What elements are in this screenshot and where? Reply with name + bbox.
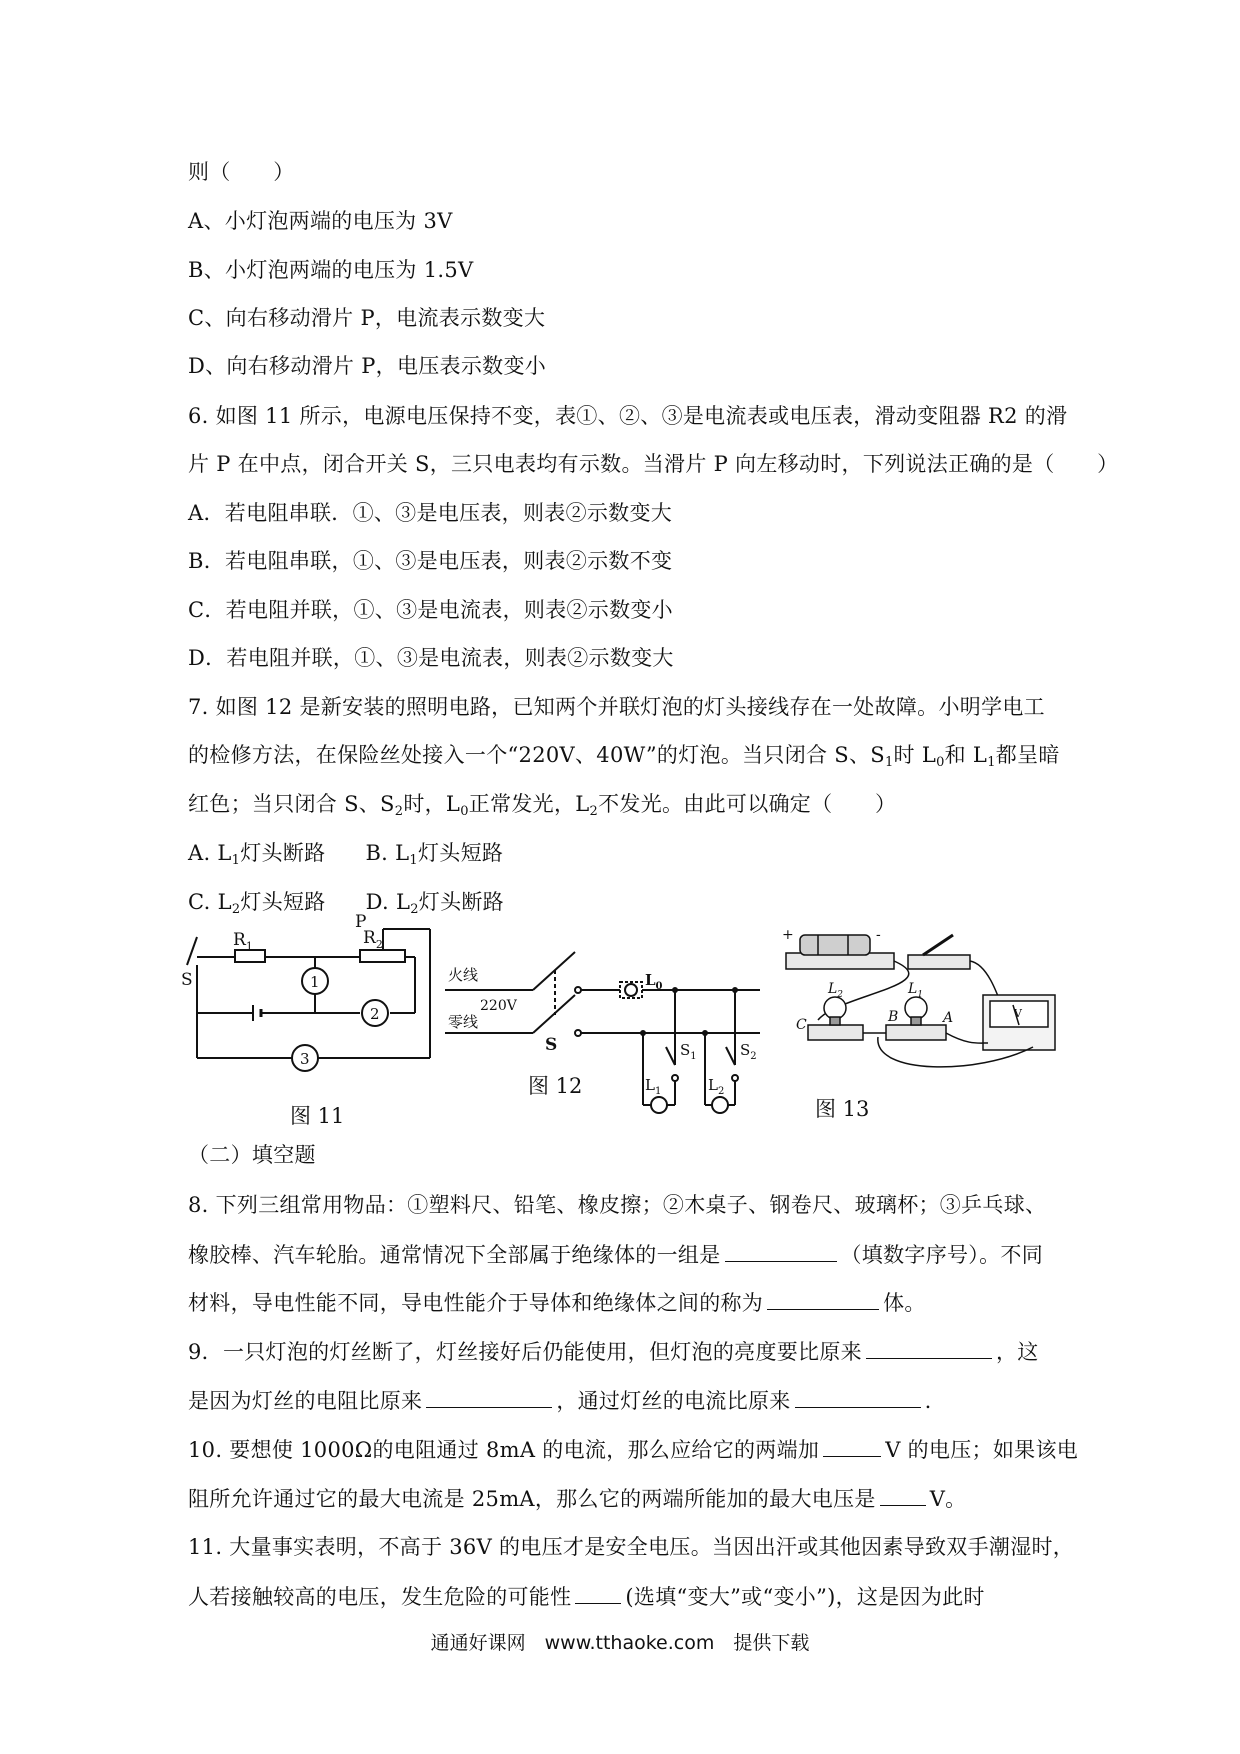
section-heading: （二）填空题: [188, 1143, 316, 1167]
question-10-line2: 阻所允许通过它的最大电流是 25mA，那么它的两端所能加的最大电压是 V。: [188, 1483, 1068, 1514]
answer-blank[interactable]: [725, 1239, 837, 1262]
figure-11-caption: 图 11: [290, 1104, 345, 1128]
label-p: P: [355, 912, 367, 932]
label-220v: 220V: [480, 998, 517, 1014]
figure-13-caption: 图 13: [815, 1097, 870, 1121]
question-8-line2: 橡胶棒、汽车轮胎。通常情况下全部属于绝缘体的一组是 （填数字序号）。不同: [188, 1239, 1068, 1270]
label-b: B: [888, 1009, 899, 1025]
option-a: A、小灯泡两端的电压为 3V: [188, 209, 453, 233]
label-minus: -: [876, 927, 881, 943]
label-s: S: [181, 970, 193, 990]
question-6-option-d: D．若电阻并联，①、③是电流表，则表②示数变大: [188, 646, 674, 670]
switch-lever: [923, 935, 953, 955]
r2-resistor: [360, 950, 405, 962]
label-l2: L: [708, 1076, 718, 1094]
label-c: C: [796, 1017, 807, 1033]
svg-text:L2: $L_2$: [828, 981, 844, 1000]
question-7-line1: 7. 如图 12 是新安装的照明电路，已知两个并联灯泡的灯头接线存在一处故障。小明学电工: [188, 695, 1045, 719]
svg-text:L0: $L_0$: [645, 971, 663, 992]
answer-blank[interactable]: [823, 1434, 881, 1457]
option-c: C、向右移动滑片 P，电流表示数变大: [188, 306, 546, 330]
label-v: V: [1014, 1007, 1022, 1020]
figure-12-caption: 图 12: [528, 1074, 583, 1098]
svg-text:L2: $L_2$: [708, 1076, 725, 1097]
answer-blank[interactable]: [866, 1336, 992, 1359]
lamp-l2-icon: [824, 997, 846, 1019]
label-l1: L: [645, 1076, 655, 1094]
question-11-line2: 人若接触较高的电压，发生危险的可能性 (选填“变大”或“变小”)，这是因为此时: [188, 1581, 1068, 1612]
svg-text:2: 2: [370, 1005, 380, 1023]
label-l2: L: [828, 981, 838, 997]
question-6-line1: 6. 如图 11 所示，电源电压保持不变，表①、②、③是电流表或电压表，滑动变阻器 R2 的滑: [188, 404, 1068, 428]
answer-blank[interactable]: [575, 1581, 621, 1604]
svg-text:R1: $R_1$: [233, 930, 253, 953]
figure-12-circuit: [440, 930, 770, 1120]
label-l1: L: [908, 981, 918, 997]
question-6-option-b: B．若电阻串联，①、③是电压表，则表②示数不变: [188, 549, 673, 573]
svg-text:1: 1: [310, 973, 320, 991]
question-9-line2: 是因为灯丝的电阻比原来 ，通过灯丝的电流比原来 .: [188, 1385, 1068, 1416]
switch-base: [908, 955, 970, 969]
page-footer: 通通好课网 www.tthaoke.com 提供下载: [430, 1632, 810, 1654]
question-6-option-a: A．若电阻串联．①、③是电压表，则表②示数变大: [188, 501, 673, 525]
svg-text:R2: $R_2$: [363, 928, 383, 951]
lamp-l2-base: [808, 1025, 863, 1040]
answer-blank[interactable]: [767, 1287, 879, 1310]
svg-text:L1: $L_1$: [645, 1076, 662, 1097]
question-6-option-c: C．若电阻并联，①、③是电流表，则表②示数变小: [188, 598, 673, 622]
question-11-line1: 11. 大量事实表明，不高于 36V 的电压才是安全电压。当因出汗或其他因素导致双手潮湿时，: [188, 1535, 1075, 1559]
svg-text:3: 3: [300, 1050, 310, 1068]
label-neutral-wire: 零线: [448, 1013, 479, 1031]
label-plus: +: [782, 927, 794, 943]
question-8-line3: 材料，导电性能不同，导电性能介于导体和绝缘体之间的称为 体。: [188, 1287, 1068, 1318]
answer-blank[interactable]: [880, 1483, 926, 1506]
label-r1: R: [233, 930, 246, 950]
svg-text:S2: $S_2$: [740, 1041, 757, 1062]
question-10-line1: 10. 要想使 1000Ω的电阻通过 8mA 的电流，那么应给它的两端加 V 的电压；如果该电: [188, 1434, 1068, 1465]
question-7-line2: 的检修方法，在保险丝处接入一个“220V、40W”的灯泡。当只闭合 S、$S_1$时 $L_0$和 $L_1$都呈暗: [188, 743, 1060, 770]
question-7-options-cd: C. $L_2$灯头短路 D. $L_2$灯头断路: [188, 890, 504, 917]
option-b: B、小灯泡两端的电压为 1.5V: [188, 258, 474, 282]
question-8-line1: 8. 下列三组常用物品：①塑料尺、铅笔、橡皮擦；②木桌子、钢卷尺、玻璃杯；③乒乓球、: [188, 1193, 1047, 1217]
answer-blank[interactable]: [795, 1385, 921, 1408]
option-d: D、向右移动滑片 P，电压表示数变小: [188, 354, 547, 378]
question-7-line3: 红色；当只闭合 S、$S_2$时，$L_0$正常发光，$L_2$不发光。由此可以确定（ ）: [188, 792, 897, 819]
lamp-l1-icon: [905, 997, 927, 1019]
question-9-line1: 9．一只灯泡的灯丝断了，灯丝接好后仍能使用，但灯泡的亮度要比原来 ，这: [188, 1336, 1068, 1367]
question-5-stem-end: 则（ ）: [188, 160, 295, 184]
lamp-l1-base: [886, 1025, 946, 1040]
svg-text:S1: $S_1$: [680, 1041, 697, 1062]
battery: [800, 935, 870, 955]
question-7-options-ab: A. $L_1$灯头断路 B. $L_1$灯头短路: [188, 841, 504, 868]
label-a: A: [943, 1010, 954, 1026]
svg-text:L1: $L_1$: [908, 981, 924, 1000]
label-r2: R: [363, 928, 376, 948]
figure-11-circuit: [181, 912, 435, 1075]
label-l0: L: [645, 971, 656, 989]
answer-blank[interactable]: [426, 1385, 552, 1408]
label-live-wire: 火线: [448, 966, 479, 984]
figure-13-apparatus: [778, 925, 1063, 1090]
label-s: S: [545, 1035, 558, 1055]
question-6-line2: 片 P 在中点，闭合开关 S，三只电表均有示数。当滑片 P 向左移动时，下列说法正确的是（ ）: [188, 452, 1119, 476]
label-s2: S: [740, 1041, 751, 1059]
label-s1: S: [680, 1041, 691, 1059]
